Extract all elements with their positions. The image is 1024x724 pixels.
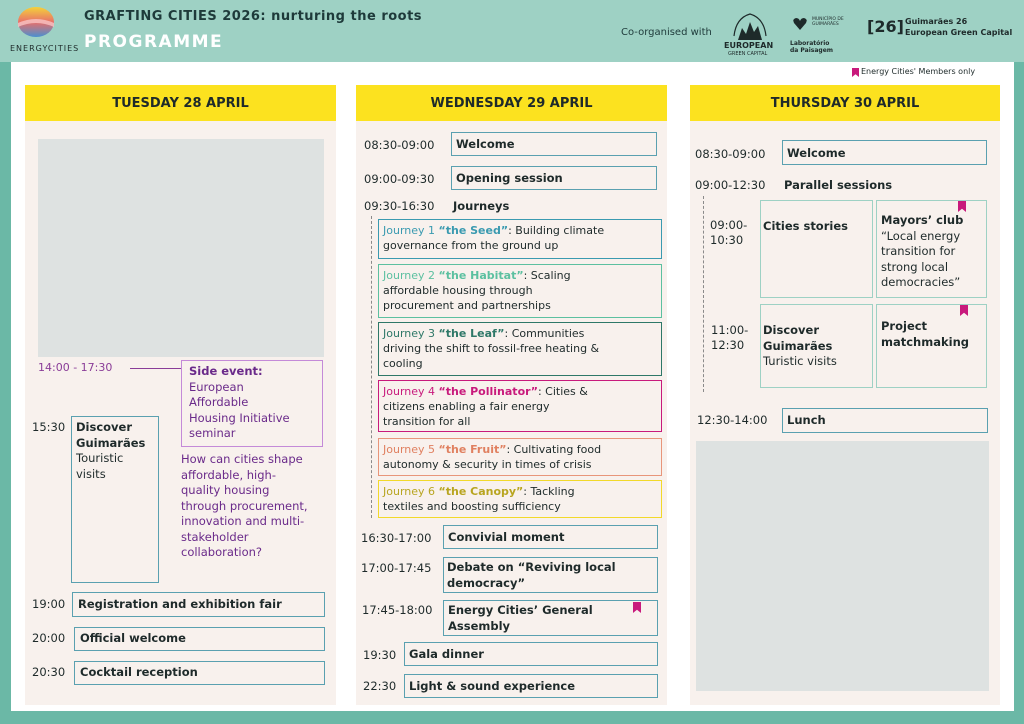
mayors-club-line: transition for [881, 244, 956, 258]
event-time: 19:30 [363, 648, 397, 662]
discover-title: Discover [76, 420, 133, 434]
project-matchmaking-title: matchmaking [881, 334, 969, 349]
wednesday-header: WEDNESDAY 29 APRIL [356, 85, 667, 121]
discover-time: 15:30 [32, 420, 66, 434]
discover-line: Touristic [76, 451, 124, 465]
side-event-time: 14:00 - 17:30 [38, 361, 113, 374]
journey-2-box [378, 264, 662, 318]
side-event-question-line: innovation and multi- [181, 514, 305, 528]
cities-stories-box [760, 200, 873, 298]
journey-3-number: Journey 3 [383, 327, 439, 340]
event-time: 16:30-17:00 [361, 531, 432, 545]
event-label: Official welcome [80, 631, 186, 645]
session-time-line: 09:00- [710, 218, 748, 232]
event-label: Light & sound experience [409, 679, 576, 693]
side-event-question-line: quality housing [181, 483, 270, 497]
mayors-club-line: strong local [881, 259, 949, 274]
side-event-question-line: affordable, high- [181, 467, 276, 482]
journey-1-text: : Building climate [508, 224, 605, 237]
journey-6-box [378, 480, 662, 518]
side-event-question-line: stakeholder [181, 529, 249, 544]
side-event-question-line: through procurement, [181, 498, 308, 513]
mayors-club-line: democracies” [881, 275, 961, 289]
discover-guimaraes-line: Turistic visits [763, 354, 837, 368]
session-time [711, 323, 748, 353]
side-event-line: seminar [189, 426, 236, 440]
journey-5-line [383, 442, 657, 457]
journeys-label: Journeys [453, 199, 510, 213]
journey-2-name: “the Habitat” [438, 269, 524, 282]
journey-4-box [378, 380, 662, 432]
event-time: 09:00-09:30 [364, 172, 435, 186]
journey-1-line [383, 223, 657, 238]
partner-laboratorio-line2: da Paisagem [790, 47, 834, 54]
journey-6-line: textiles and boosting sufficiency [383, 500, 561, 513]
partner-laboratorio-line1: Laboratório [790, 40, 830, 47]
discover-title: Guimarães [76, 435, 146, 450]
journey-5-box [378, 438, 662, 476]
side-event-title: Side event: [189, 364, 263, 378]
partner-green-capital-label: EUROPEAN [724, 41, 774, 50]
general-assembly-line: Energy Cities’ General [448, 603, 593, 617]
side-event-question-line: How can cities shape [181, 452, 303, 466]
event-time: 08:30-09:00 [364, 138, 435, 152]
side-event-line: Affordable [189, 395, 249, 409]
discover-text [76, 420, 145, 482]
journey-6-text: : Tackling [523, 485, 575, 498]
journey-5-number: Journey 5 [383, 443, 439, 456]
side-event-line: Housing Initiative [189, 410, 290, 425]
journey-2-line: affordable housing through [383, 284, 533, 297]
discover-guimaraes-title: Discover [763, 323, 820, 337]
event-label: Welcome [456, 137, 515, 151]
side-event-text [189, 364, 290, 442]
event-time: 08:30-09:00 [695, 147, 766, 161]
partner-green-capital-sub: GREEN CAPITAL [728, 51, 768, 57]
session-time-line: 10:30 [710, 233, 744, 247]
discover-guimaraes-text [763, 323, 837, 370]
journey-1-name: “the Seed” [438, 224, 509, 237]
journey-3-line: cooling [383, 357, 423, 370]
event-time: 09:00-12:30 [695, 178, 766, 192]
journey-3-box [378, 322, 662, 376]
discover-line: visits [76, 466, 106, 481]
tuesday-image-placeholder [38, 139, 324, 357]
side-event-line: European [189, 379, 244, 394]
project-matchmaking-text [881, 319, 969, 350]
guimaraes-26-sub: European Green Capital [905, 28, 1013, 37]
journey-5-line: autonomy & security in times of crisis [383, 458, 592, 471]
journey-4-number: Journey 4 [383, 385, 439, 398]
journey-1-line: governance from the ground up [383, 239, 559, 252]
journey-6-number: Journey 6 [383, 485, 439, 498]
general-assembly-text [448, 603, 593, 634]
event-time: 19:00 [32, 597, 66, 611]
side-event-question-line: collaboration? [181, 545, 263, 559]
event-time: 12:30-14:00 [697, 413, 768, 427]
side-event-question [181, 452, 308, 561]
journey-3-line: driving the shift to fossil-free heating & [383, 342, 600, 355]
members-only-note: Energy Cities' Members only [861, 67, 976, 76]
debate-line: democracy” [447, 575, 526, 590]
event-label: Welcome [787, 146, 846, 160]
event-time: 20:30 [32, 665, 66, 679]
session-time-line: 12:30 [711, 338, 745, 352]
guimaraes-26-label: Guimarães 26 [905, 17, 968, 26]
event-time: 09:30-16:30 [364, 199, 435, 213]
journey-1-box [378, 219, 662, 259]
page-subtitle: PROGRAMME [84, 32, 224, 52]
session-time [710, 218, 747, 248]
partner-municipality-label: MUNICÍPIO DE GUIMARÃES [812, 17, 844, 27]
journey-5-name: “the Fruit” [438, 443, 507, 456]
tuesday-header: TUESDAY 28 APRIL [25, 85, 336, 121]
event-label: Opening session [456, 171, 563, 185]
journey-4-text: : Cities & [537, 385, 588, 398]
journey-3-line [383, 326, 657, 341]
coorganised-label: Co-organised with [621, 27, 712, 38]
parallel-label: Parallel sessions [784, 178, 893, 192]
project-matchmaking-title: Project [881, 319, 928, 333]
journey-3-text: : Communities [504, 327, 585, 340]
logo-text: ENERGYCITIES [10, 44, 80, 53]
event-time: 17:45-18:00 [362, 603, 433, 617]
mayors-club-title: Mayors’ club [881, 213, 964, 227]
journey-3-name: “the Leaf” [438, 327, 505, 340]
event-label: Convivial moment [448, 530, 565, 544]
general-assembly-line: Assembly [448, 618, 511, 633]
journey-6-name: “the Canopy” [438, 485, 524, 498]
session-time-line: 11:00- [711, 323, 749, 337]
discover-guimaraes-title: Guimarães [763, 338, 833, 353]
journeys-line [371, 216, 372, 518]
journey-4-line: transition for all [383, 415, 471, 428]
journey-6-line [383, 484, 657, 499]
debate-text [447, 560, 616, 591]
event-time: 17:00-17:45 [361, 561, 432, 575]
thursday-header: THURSDAY 30 APRIL [690, 85, 1000, 121]
guimaraes-26-mark: [26] [867, 17, 904, 36]
journey-5-text: : Cultivating food [506, 443, 602, 456]
event-label: Gala dinner [409, 647, 484, 661]
mayors-club-line: “Local energy [881, 228, 961, 243]
cities-stories-label: Cities stories [763, 219, 848, 233]
journey-1-number: Journey 1 [383, 224, 439, 237]
event-time: 20:00 [32, 631, 66, 645]
event-label: Cocktail reception [80, 665, 198, 679]
page-title: GRAFTING CITIES 2026: nurturing the roots [84, 9, 423, 24]
journey-4-line: citizens enabling a fair energy [383, 400, 550, 413]
journey-2-number: Journey 2 [383, 269, 439, 282]
journey-4-line [383, 384, 657, 399]
mayors-club-text [881, 213, 963, 291]
partner-laboratorio-label [790, 40, 833, 54]
side-event-connector [130, 368, 181, 369]
parallel-line [703, 196, 704, 392]
journey-4-name: “the Pollinator” [438, 385, 538, 398]
journey-2-text: : Scaling [523, 269, 571, 282]
municipality-heart-icon [792, 16, 808, 32]
debate-line: Debate on “Reviving local [447, 560, 616, 574]
event-label: Registration and exhibition fair [78, 597, 282, 611]
event-label: Lunch [787, 413, 826, 427]
thursday-image-placeholder [696, 441, 989, 691]
event-time: 22:30 [363, 679, 397, 693]
journey-2-line [383, 268, 657, 283]
journey-2-line: procurement and partnerships [383, 299, 551, 312]
energy-cities-logo-icon [16, 5, 56, 39]
